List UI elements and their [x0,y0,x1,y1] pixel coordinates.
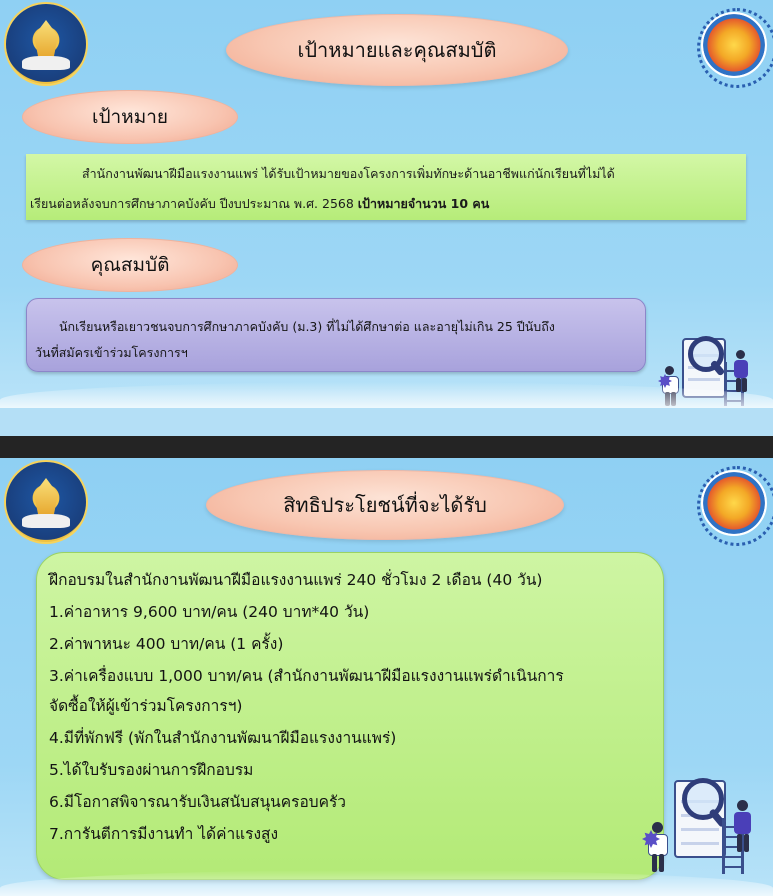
goal-target-count: เป้าหมายจำนวน 10 คน [357,196,490,211]
slide1-title: เป้าหมายและคุณสมบัติ [226,14,568,86]
goal-label: เป้าหมาย [22,90,238,144]
qualification-label: คุณสมบัติ [22,238,238,292]
provincial-emblem-icon [6,462,86,542]
department-seal-icon [701,12,767,78]
provincial-emblem-icon [6,4,86,84]
slide2-title: สิทธิประโยชน์ที่จะได้รับ [206,470,564,540]
slide-benefits [0,458,773,896]
benefits-intro: ฝึกอบรมในสำนักงานพัฒนาฝีมือแรงงานแพร่ 240 ชั่วโมง 2 เดือน (40 วัน) [49,571,543,589]
qualification-box [26,298,646,372]
benefit-item: 3.ค่าเครื่องแบบ 1,000 บาท/คน (สำนักงานพัฒนาฝีมือแรงงานแพร่ดำเนินการ [49,667,564,685]
benefit-item-continuation: จัดซื้อให้ผู้เข้าร่วมโครงการฯ) [49,697,243,715]
benefits-box [36,552,664,880]
department-seal-icon [701,470,767,536]
benefit-item: 7.การันตีการมีงานทำ ได้ค่าแรงสูง [49,825,279,843]
benefit-item: 6.มีโอกาสพิจารณารับเงินสนับสนุนครอบครัว [49,793,347,811]
qualification-line1: นักเรียนหรือเยาวชนจบการศึกษาภาคบังคับ (ม.3) ที่ไม่ได้ศึกษาต่อ และอายุไม่เกิน 25 ปีนับถึง [59,319,555,334]
qualification-line2: วันที่สมัครเข้าร่วมโครงการฯ [35,345,188,360]
benefit-item: 2.ค่าพาหนะ 400 บาท/คน (1 ครั้ง) [49,635,284,653]
goal-box [26,154,746,220]
benefit-item: 1.ค่าอาหาร 9,600 บาท/คน (240 บาท*40 วัน) [49,603,370,621]
goal-text-line1: สำนักงานพัฒนาฝีมือแรงงานแพร่ ได้รับเป้าหมายของโครงการเพิ่มทักษะด้านอาชีพแก่นักเรียนที่ไม่ได้ [82,166,615,181]
slide-goals-qualifications [0,0,773,408]
benefit-item: 5.ได้ใบรับรองผ่านการฝึกอบรม [49,761,254,779]
slide-separator [0,408,773,458]
benefit-item: 4.มีที่พักฟรี (พักในสำนักงานพัฒนาฝีมือแรงงานแพร่) [49,729,397,747]
goal-text-line2: เรียนต่อหลังจบการศึกษาภาคบังคับ ปีงบประมาณ พ.ศ. 2568 เป้าหมายจำนวน 10 คน [30,196,490,211]
people-checklist-magnifier-icon [640,772,758,876]
